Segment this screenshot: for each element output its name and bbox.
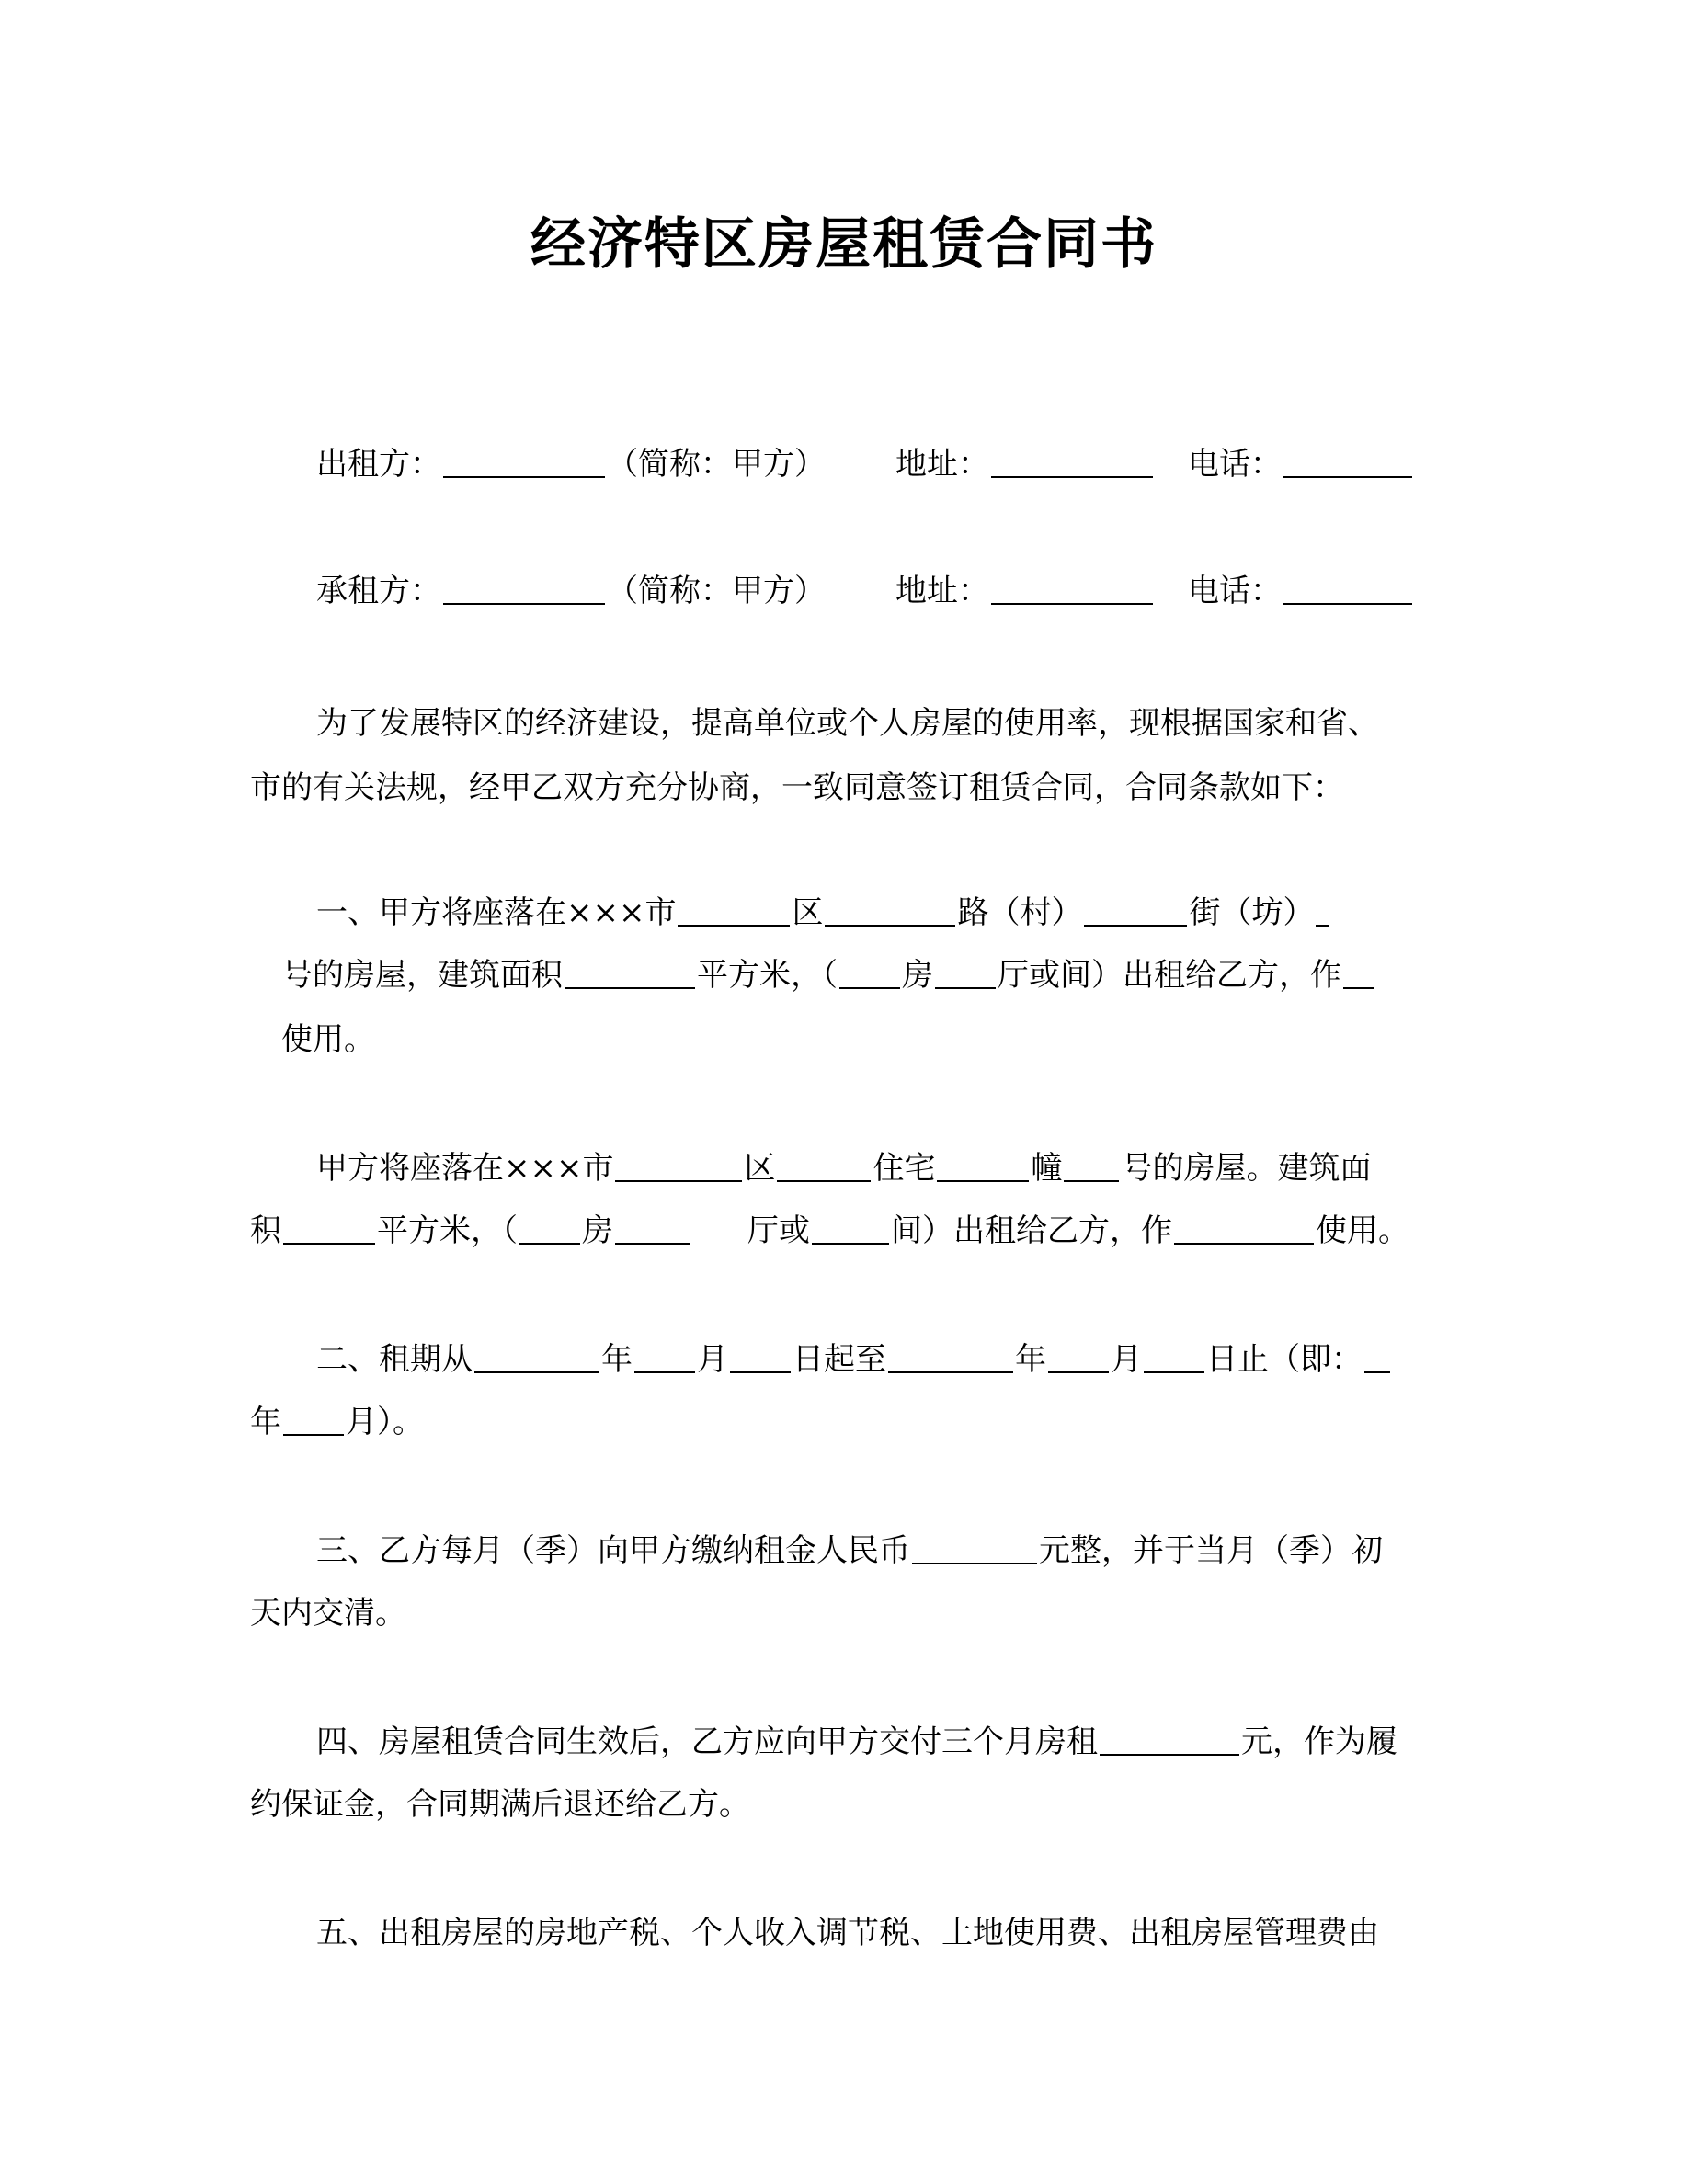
clause1alt-text: 住宅	[873, 1150, 936, 1187]
clause4-deposit-field[interactable]	[1100, 1724, 1239, 1756]
clause5-text: 五、出租房屋的房地产税、个人收入调节税、土地使用费、出租房屋管理费由	[316, 1915, 1379, 1951]
clause4-text: 约保证金，合同期满后退还给乙方。	[250, 1786, 750, 1823]
lessor-abbr: （简称：甲方）	[607, 446, 826, 483]
document-title: 经济特区房屋租赁合同书	[530, 212, 1158, 277]
clause1-text: 号的房屋，建筑面积	[281, 957, 563, 994]
clause1-text: 使用。	[281, 1021, 375, 1058]
clause1alt-text: 间）出租给乙方，作	[891, 1212, 1172, 1249]
clause2-text: 月	[1111, 1341, 1142, 1378]
clause1alt-text: 平方米，（	[377, 1212, 518, 1249]
lessee-line	[316, 568, 1511, 614]
clause1alt-text: 幢	[1031, 1150, 1063, 1187]
clause1-use-field[interactable]	[1343, 958, 1374, 989]
clause1alt-area-field[interactable]	[283, 1213, 375, 1245]
clause3-rent-field[interactable]	[912, 1533, 1037, 1564]
preamble-text-1: 为了发展特区的经济建设，提高单位或个人房屋的使用率，现根据国家和省、	[316, 705, 1379, 742]
clause1-line-3	[281, 1017, 1477, 1063]
clause1alt-chambers-field[interactable]	[812, 1213, 889, 1245]
clause2-text: 二、租期从	[316, 1341, 473, 1378]
lessor-address-label: 地址：	[895, 446, 989, 483]
clause4-line-2	[250, 1781, 1445, 1827]
clause1alt-text: 甲方将座落在×××市	[316, 1150, 614, 1187]
clause2-text: 年	[1015, 1341, 1046, 1378]
clause1alt-text: 厅或	[747, 1212, 810, 1249]
clause3-text: 元整，并于当月（季）初	[1039, 1532, 1383, 1569]
clause4-text: 元，作为履	[1241, 1723, 1397, 1760]
clause3-text: 三、乙方每月（季）向甲方缴纳租金人民币	[316, 1532, 910, 1569]
lessor-line	[316, 441, 1511, 487]
clause2-line-2	[250, 1399, 1445, 1445]
clause1alt-text: 房	[582, 1212, 613, 1249]
clause1-city-field[interactable]	[678, 895, 790, 927]
clause1alt-line-1	[316, 1145, 1511, 1191]
clause1alt-text: 号的房屋。建筑面	[1121, 1150, 1372, 1187]
clause1alt-line-2	[250, 1208, 1445, 1254]
lessee-address-label: 地址：	[895, 573, 989, 609]
clause2-months-field[interactable]	[283, 1405, 344, 1436]
clause2-text: 日起至	[793, 1341, 886, 1378]
clause1-text: 房	[902, 957, 933, 994]
lessor-name-field[interactable]	[443, 447, 605, 478]
clause2-start-year-field[interactable]	[474, 1342, 599, 1373]
clause1-road-field[interactable]	[1084, 895, 1187, 927]
preamble-line-2	[250, 765, 1445, 811]
lessor-phone-label: 电话：	[1188, 446, 1282, 483]
lessee-label: 承租方：	[316, 573, 441, 609]
clause1-street-field[interactable]	[1316, 895, 1329, 927]
clause1alt-rooms-field[interactable]	[519, 1213, 580, 1245]
clause2-start-month-field[interactable]	[634, 1342, 695, 1373]
lessor-address-field[interactable]	[991, 447, 1153, 478]
clause1alt-city-field[interactable]	[615, 1151, 742, 1182]
clause1alt-district-field[interactable]	[777, 1151, 871, 1182]
lessee-address-field[interactable]	[991, 574, 1153, 605]
preamble-line-1	[316, 700, 1511, 746]
clause1-text: 平方米，（	[697, 957, 838, 994]
clause2-text: 月	[697, 1341, 728, 1378]
clause1-line-2	[281, 952, 1477, 998]
clause1-line-1	[316, 890, 1511, 936]
clause1-text: 一、甲方将座落在×××市	[316, 894, 677, 931]
clause1-rooms-field[interactable]	[839, 958, 900, 989]
lessee-name-field[interactable]	[443, 574, 605, 605]
lessor-label: 出租方：	[316, 446, 441, 483]
clause1alt-text: 使用。	[1316, 1212, 1409, 1249]
clause2-text: 年	[250, 1404, 281, 1440]
clause1-text: 路（村）	[957, 894, 1083, 931]
clause2-years-field[interactable]	[1364, 1342, 1390, 1373]
clause1-district-field[interactable]	[825, 895, 955, 927]
clause2-end-day-field[interactable]	[1144, 1342, 1204, 1373]
clause2-start-day-field[interactable]	[730, 1342, 791, 1373]
clause1alt-use-field[interactable]	[1174, 1213, 1314, 1245]
clause5-line-1	[316, 1910, 1511, 1956]
clause2-end-year-field[interactable]	[888, 1342, 1013, 1373]
clause1alt-text: 积	[250, 1212, 281, 1249]
preamble-text-2: 市的有关法规，经甲乙双方充分协商，一致同意签订租赁合同，合同条款如下：	[250, 769, 1344, 806]
clause3-line-1	[316, 1528, 1511, 1574]
clause2-text: 年	[601, 1341, 633, 1378]
clause1alt-text: 区	[744, 1150, 776, 1187]
lessor-phone-field[interactable]	[1283, 447, 1412, 478]
clause4-line-1	[316, 1719, 1511, 1765]
clause2-text: 月）。	[346, 1404, 424, 1440]
clause1-area-field[interactable]	[565, 958, 695, 989]
clause1alt-number-field[interactable]	[1064, 1151, 1119, 1182]
clause2-text: 日止（即：	[1206, 1341, 1363, 1378]
clause4-text: 四、房屋租赁合同生效后，乙方应向甲方交付三个月房租	[316, 1723, 1098, 1760]
lessee-phone-field[interactable]	[1283, 574, 1412, 605]
clause1-text: 街（坊）	[1189, 894, 1315, 931]
clause1alt-residence-field[interactable]	[937, 1151, 1029, 1182]
clause2-line-1	[316, 1337, 1511, 1382]
clause1-halls-field[interactable]	[935, 958, 996, 989]
clause1alt-halls-field[interactable]	[615, 1213, 690, 1245]
clause1-text: 厅或间）出租给乙方，作	[998, 957, 1341, 994]
clause3-text: 天内交清。	[250, 1595, 406, 1632]
clause2-end-month-field[interactable]	[1048, 1342, 1109, 1373]
lessee-phone-label: 电话：	[1188, 573, 1282, 609]
clause1-text: 区	[792, 894, 824, 931]
lessee-abbr: （简称：甲方）	[607, 573, 826, 609]
clause3-line-2	[250, 1590, 1445, 1636]
